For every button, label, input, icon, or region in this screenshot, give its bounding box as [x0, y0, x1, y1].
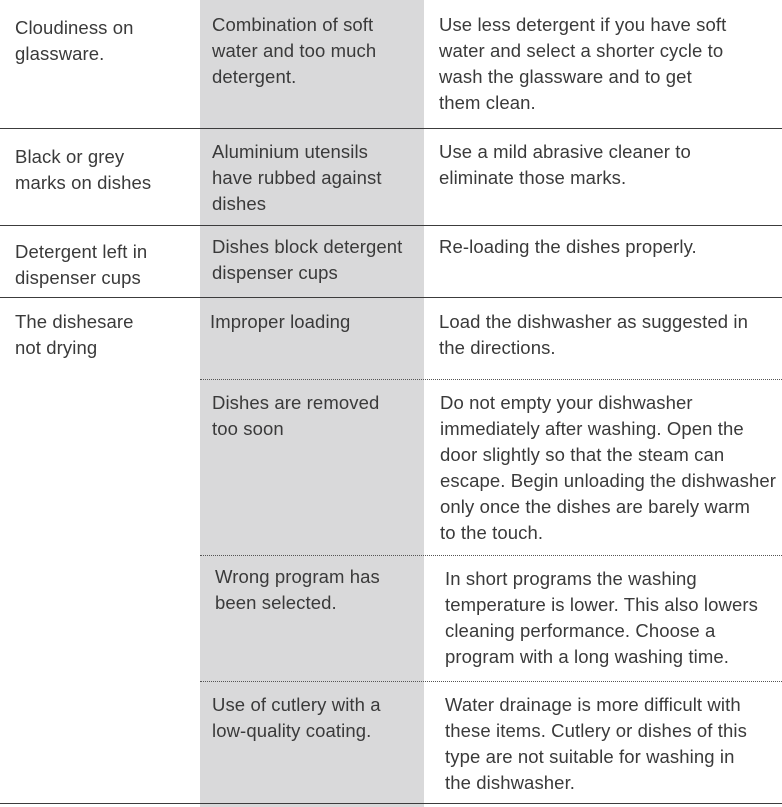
cause-divider: [200, 555, 782, 556]
cause-cell: Dishes block detergent dispenser cups: [212, 236, 403, 283]
row-divider: [0, 225, 782, 226]
solution-cell: Do not empty your dishwasher immediately after washing. Open the door slightly so that the steam can escape. Begin unloading the dishwasher only once the dishes are barely warm to the touch.: [440, 392, 777, 543]
problem-cell: Cloudiness on glassware.: [15, 17, 134, 64]
cause-cell: Combination of soft water and too much detergent.: [212, 14, 377, 87]
solution-cell: In short programs the washing temperature is lower. This also lowers cleaning performance. Choose a program with a long washing time.: [445, 568, 758, 667]
row-divider: [0, 128, 782, 129]
solution-cell: Re-loading the dishes properly.: [439, 236, 697, 257]
cause-cell: Wrong program has been selected.: [215, 566, 380, 613]
problem-cell: The dishesare not drying: [15, 311, 134, 358]
table-bottom-rule: [0, 803, 782, 804]
solution-cell: Load the dishwasher as suggested in the directions.: [439, 311, 748, 358]
row-divider: [0, 297, 782, 298]
solution-cell: Water drainage is more difficult with these items. Cutlery or dishes of this type are not suitable for washing in the dishwasher.: [445, 694, 747, 793]
cause-divider: [200, 681, 782, 682]
solution-cell: Use less detergent if you have soft water and select a shorter cycle to wash the glassware and to get them clean.: [439, 14, 727, 113]
problem-cell: Black or grey marks on dishes: [15, 146, 152, 193]
cause-divider: [200, 379, 782, 380]
cause-cell: Use of cutlery with a low-quality coating.: [212, 694, 381, 741]
cause-cell: Improper loading: [210, 311, 351, 332]
cause-cell: Dishes are removed too soon: [212, 392, 380, 439]
problem-cell: Detergent left in dispenser cups: [15, 241, 148, 288]
solution-cell: Use a mild abrasive cleaner to eliminate those marks.: [439, 141, 691, 188]
cause-cell: Aluminium utensils have rubbed against dishes: [212, 141, 382, 214]
